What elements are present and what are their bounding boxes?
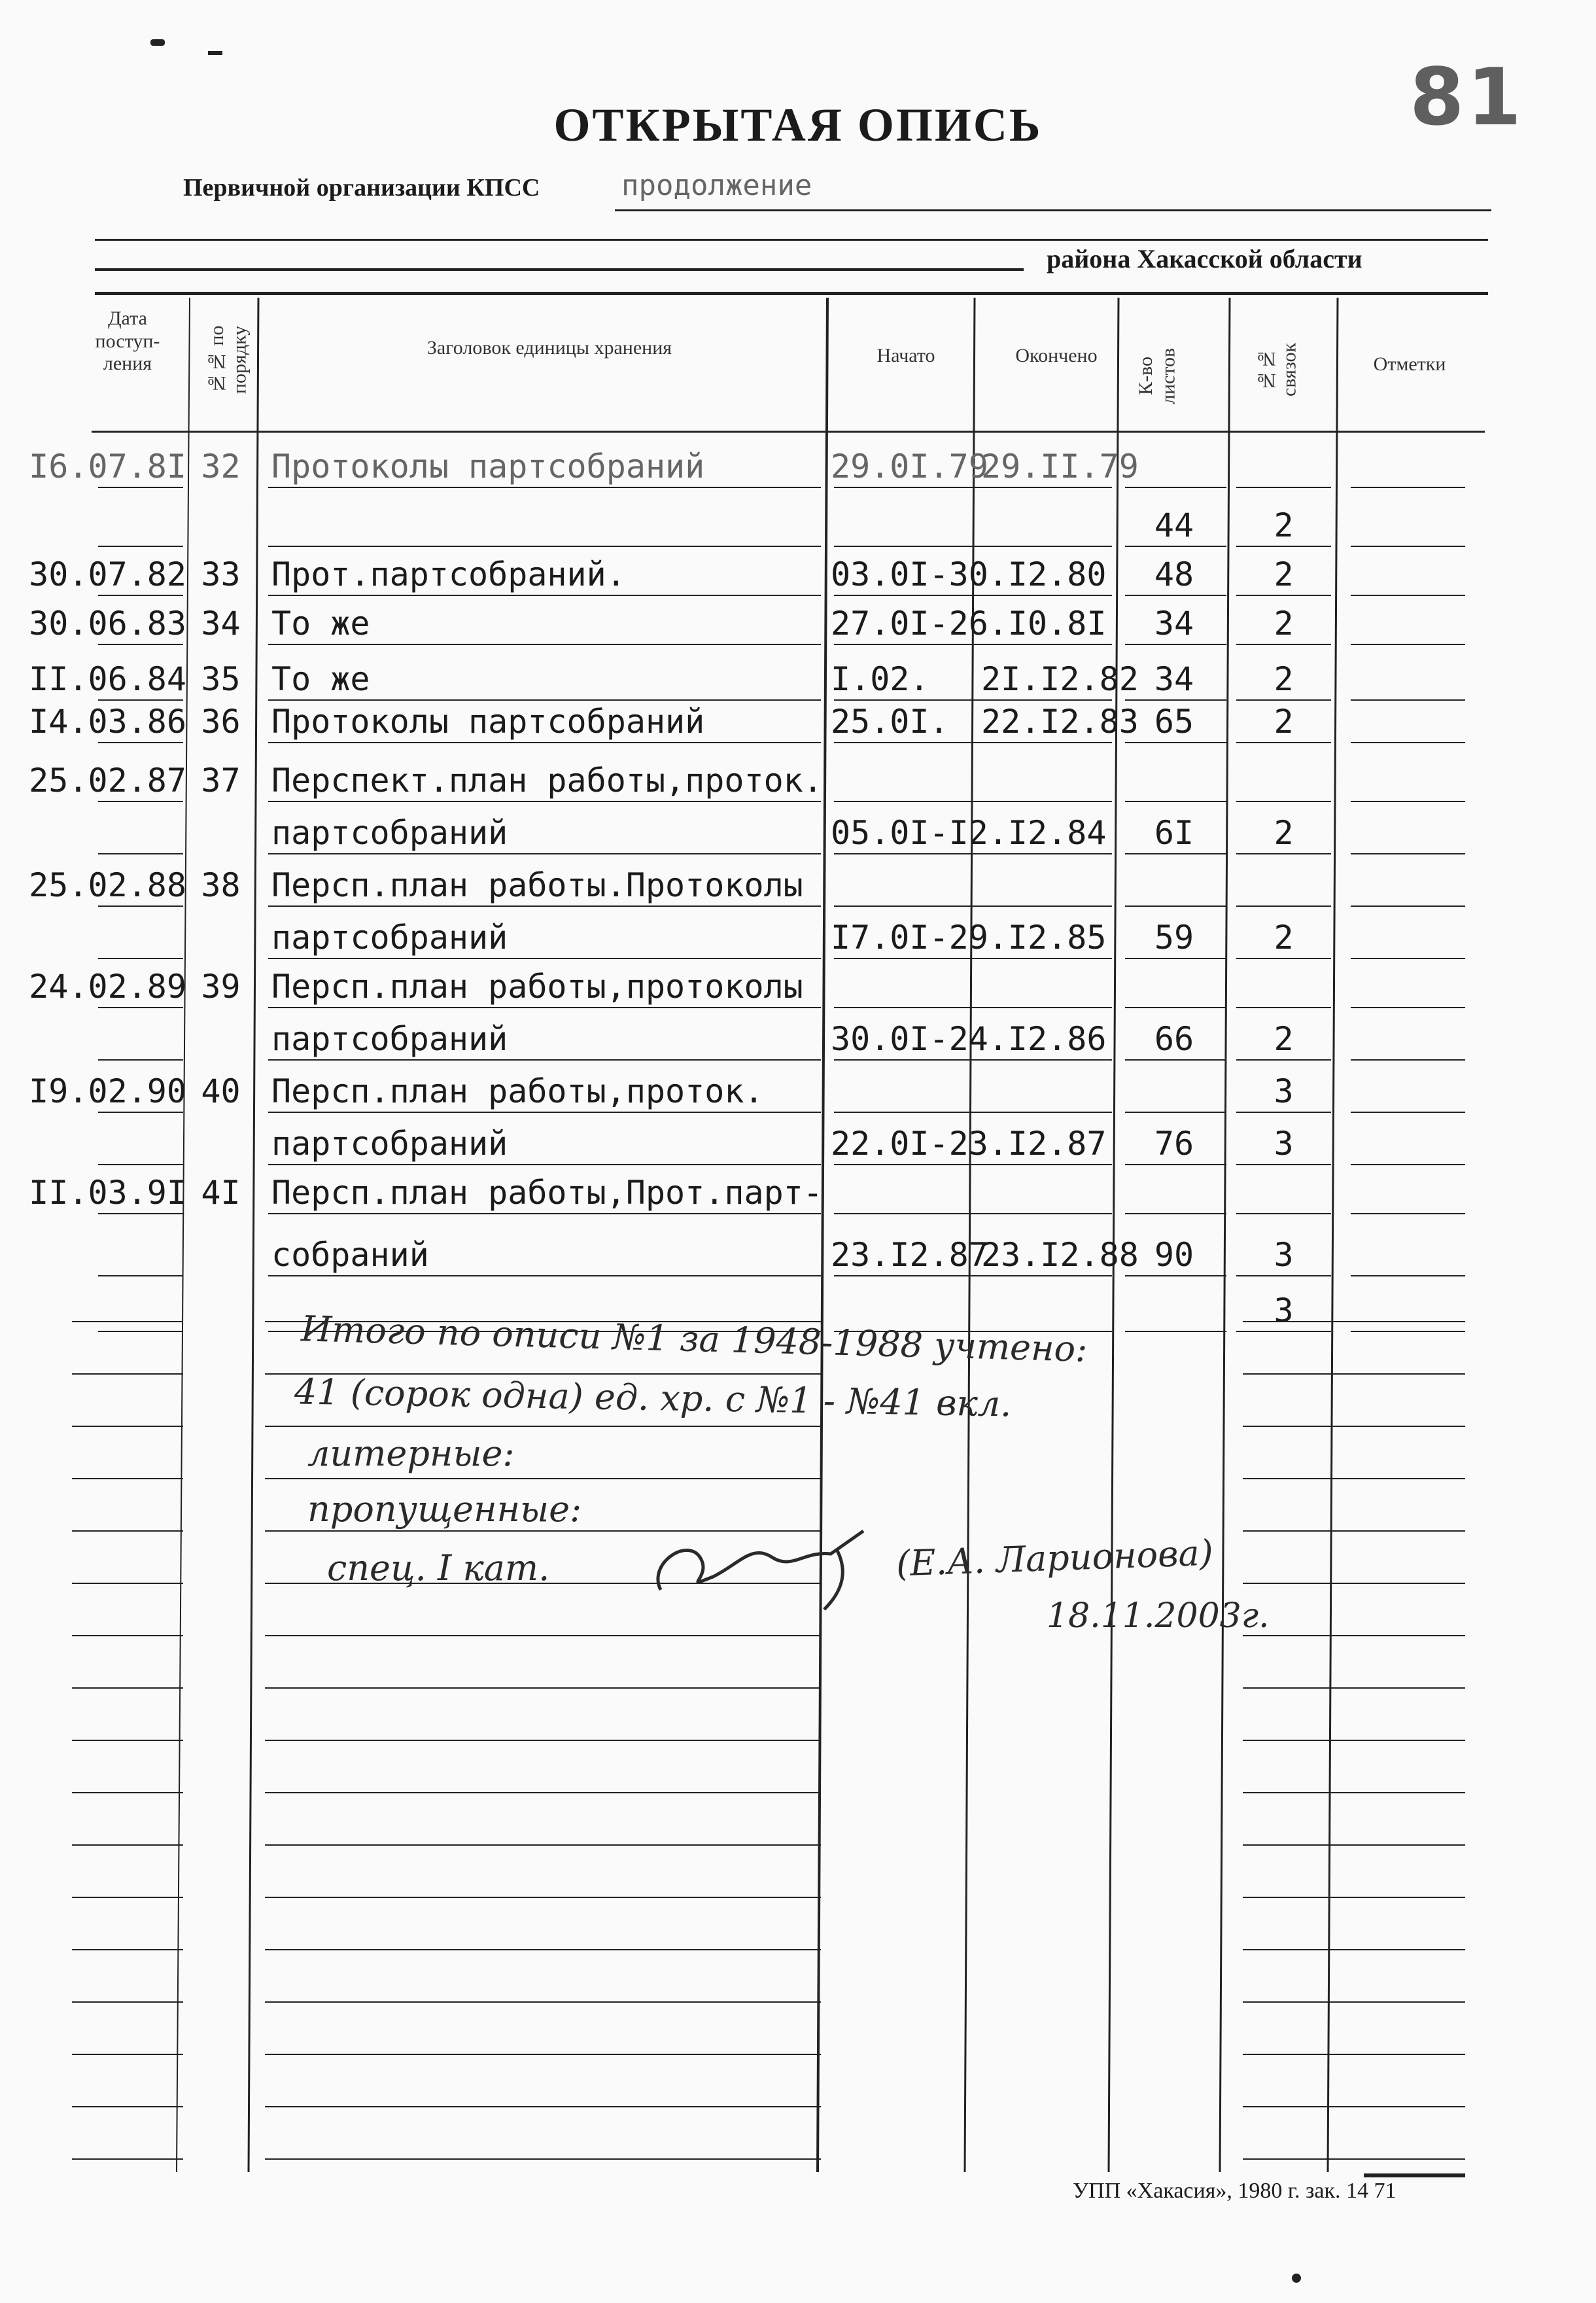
row-sheet-count: 90 (1154, 1236, 1194, 1274)
row-start-date: 23.I2.87 (831, 1236, 988, 1274)
row-number: 4I (201, 1174, 241, 1212)
district-label: района Хакасской области (1047, 244, 1362, 273)
row-number: 32 (201, 448, 241, 485)
row-end-date: 23.I2.88 (981, 1236, 1139, 1274)
handwritten-lettered-line: литерные: (307, 1433, 515, 1474)
column-header-end: Окончено (1015, 345, 1098, 366)
row-sheet-count: 34 (1154, 660, 1194, 698)
column-header-bundles: №№ связок (1256, 342, 1300, 397)
row-title: Персп.план работы,проток. (271, 1072, 764, 1110)
row-title: партсобраний (271, 1125, 508, 1163)
row-end-date: 22.I2.83 (981, 703, 1139, 741)
row-bundle-number: 2 (1274, 555, 1294, 593)
row-sheet-count: 66 (1154, 1020, 1194, 1058)
row-start-date: 27.0I-26.I0.8I (831, 605, 1107, 642)
row-start-date: 25.0I. (831, 703, 949, 741)
handwritten-signatory: (Е.А. Ларионова) (895, 1532, 1214, 1585)
column-header-notes: Отметки (1373, 353, 1446, 375)
row-bundle-number: 2 (1274, 506, 1294, 544)
row-bundle-number: 2 (1274, 660, 1294, 698)
row-number: 40 (201, 1072, 241, 1110)
organization-label: Первичной организации КПСС (183, 174, 540, 202)
row-number: 33 (201, 555, 241, 593)
handwritten-date: 18.11.2003г. (1047, 1596, 1270, 1636)
row-title: Перспект.план работы,проток. (271, 762, 823, 800)
row-date: II.06.84 (29, 660, 186, 698)
row-bundle-number: 2 (1274, 605, 1294, 642)
page-number: 81 (1410, 52, 1524, 143)
column-header-date: Дата поступ- ления (95, 308, 160, 374)
row-date: 30.07.82 (29, 555, 186, 593)
row-date: 24.02.89 (29, 968, 186, 1006)
row-title: собраний (271, 1236, 429, 1274)
row-title: партсобраний (271, 919, 508, 957)
row-sheet-count: 34 (1154, 605, 1194, 642)
row-date: I6.07.8I (29, 448, 186, 485)
row-number: 39 (201, 968, 241, 1006)
row-sheet-count: 76 (1154, 1125, 1194, 1163)
row-title: Персп.план работы,Прот.парт- (271, 1174, 823, 1212)
row-number: 34 (201, 605, 241, 642)
speck-mark (1292, 2274, 1301, 2283)
row-date: 30.06.83 (29, 605, 186, 642)
handwritten-position: спец. I кат. (327, 1547, 550, 1589)
print-info: УПП «Хакасия», 1980 г. зак. 14 71 (1073, 2179, 1396, 2203)
row-title: Протоколы партсобраний (271, 448, 705, 485)
row-date: 25.02.87 (29, 762, 186, 800)
row-bundle-number: 2 (1274, 703, 1294, 741)
row-end-date: 29.II.79 (981, 448, 1139, 485)
row-bundle-number: 2 (1274, 814, 1294, 852)
row-bundle-number: 3 (1274, 1292, 1294, 1329)
row-start-date: I7.0I-29.I2.85 (831, 919, 1107, 957)
signature (641, 1511, 890, 1616)
row-number: 36 (201, 703, 241, 741)
row-start-date: 03.0I-30.I2.80 (831, 555, 1107, 593)
page-title: ОТКРЫТАЯ ОПИСЬ (553, 99, 1043, 151)
row-date: II.03.9I (29, 1174, 186, 1212)
row-bundle-number: 2 (1274, 1020, 1294, 1058)
row-start-date: 29.0I.79 (831, 448, 988, 485)
row-sheet-count: 6I (1154, 814, 1194, 852)
handwritten-count-line: 41 (сорок одна) ед. хр. с №1 - №41 вкл. (294, 1371, 1012, 1425)
row-sheet-count: 48 (1154, 555, 1194, 593)
handwritten-missing-line: пропущенные: (307, 1488, 582, 1530)
row-start-date: 22.0I-23.I2.87 (831, 1125, 1107, 1163)
column-header-sheets: К-во листов (1135, 347, 1179, 405)
row-date: I4.03.86 (29, 703, 186, 741)
handwritten-total-line: Итого по описи №1 за 1948-1988 учтено: (300, 1308, 1088, 1370)
row-title: Персп.план работы.Протоколы (271, 866, 803, 904)
row-title: партсобраний (271, 814, 508, 852)
column-header-number: №№ по порядку (206, 325, 251, 395)
row-date: I9.02.90 (29, 1072, 186, 1110)
row-number: 37 (201, 762, 241, 800)
row-start-date: 30.0I-24.I2.86 (831, 1020, 1107, 1058)
row-bundle-number: 3 (1274, 1125, 1294, 1163)
organization-value: продолжение (621, 169, 812, 202)
row-bundle-number: 3 (1274, 1236, 1294, 1274)
row-title: Прот.партсобраний. (271, 555, 626, 593)
row-number: 38 (201, 866, 241, 904)
row-date: 25.02.88 (29, 866, 186, 904)
row-sheet-count: 44 (1154, 506, 1194, 544)
row-number: 35 (201, 660, 241, 698)
row-title: Персп.план работы,протоколы (271, 968, 803, 1006)
row-bundle-number: 3 (1274, 1072, 1294, 1110)
row-end-date: 2I.I2.82 (981, 660, 1139, 698)
row-sheet-count: 59 (1154, 919, 1194, 957)
row-start-date: I.02. (831, 660, 929, 698)
column-header-start: Начато (876, 345, 935, 366)
row-start-date: 05.0I-I2.I2.84 (831, 814, 1107, 852)
row-title: То же (271, 605, 370, 642)
row-title: То же (271, 660, 370, 698)
row-title: партсобраний (271, 1020, 508, 1058)
row-sheet-count: 65 (1154, 703, 1194, 741)
row-title: Протоколы партсобраний (271, 703, 705, 741)
row-bundle-number: 2 (1274, 919, 1294, 957)
column-header-heading: Заголовок единицы хранения (426, 337, 672, 359)
